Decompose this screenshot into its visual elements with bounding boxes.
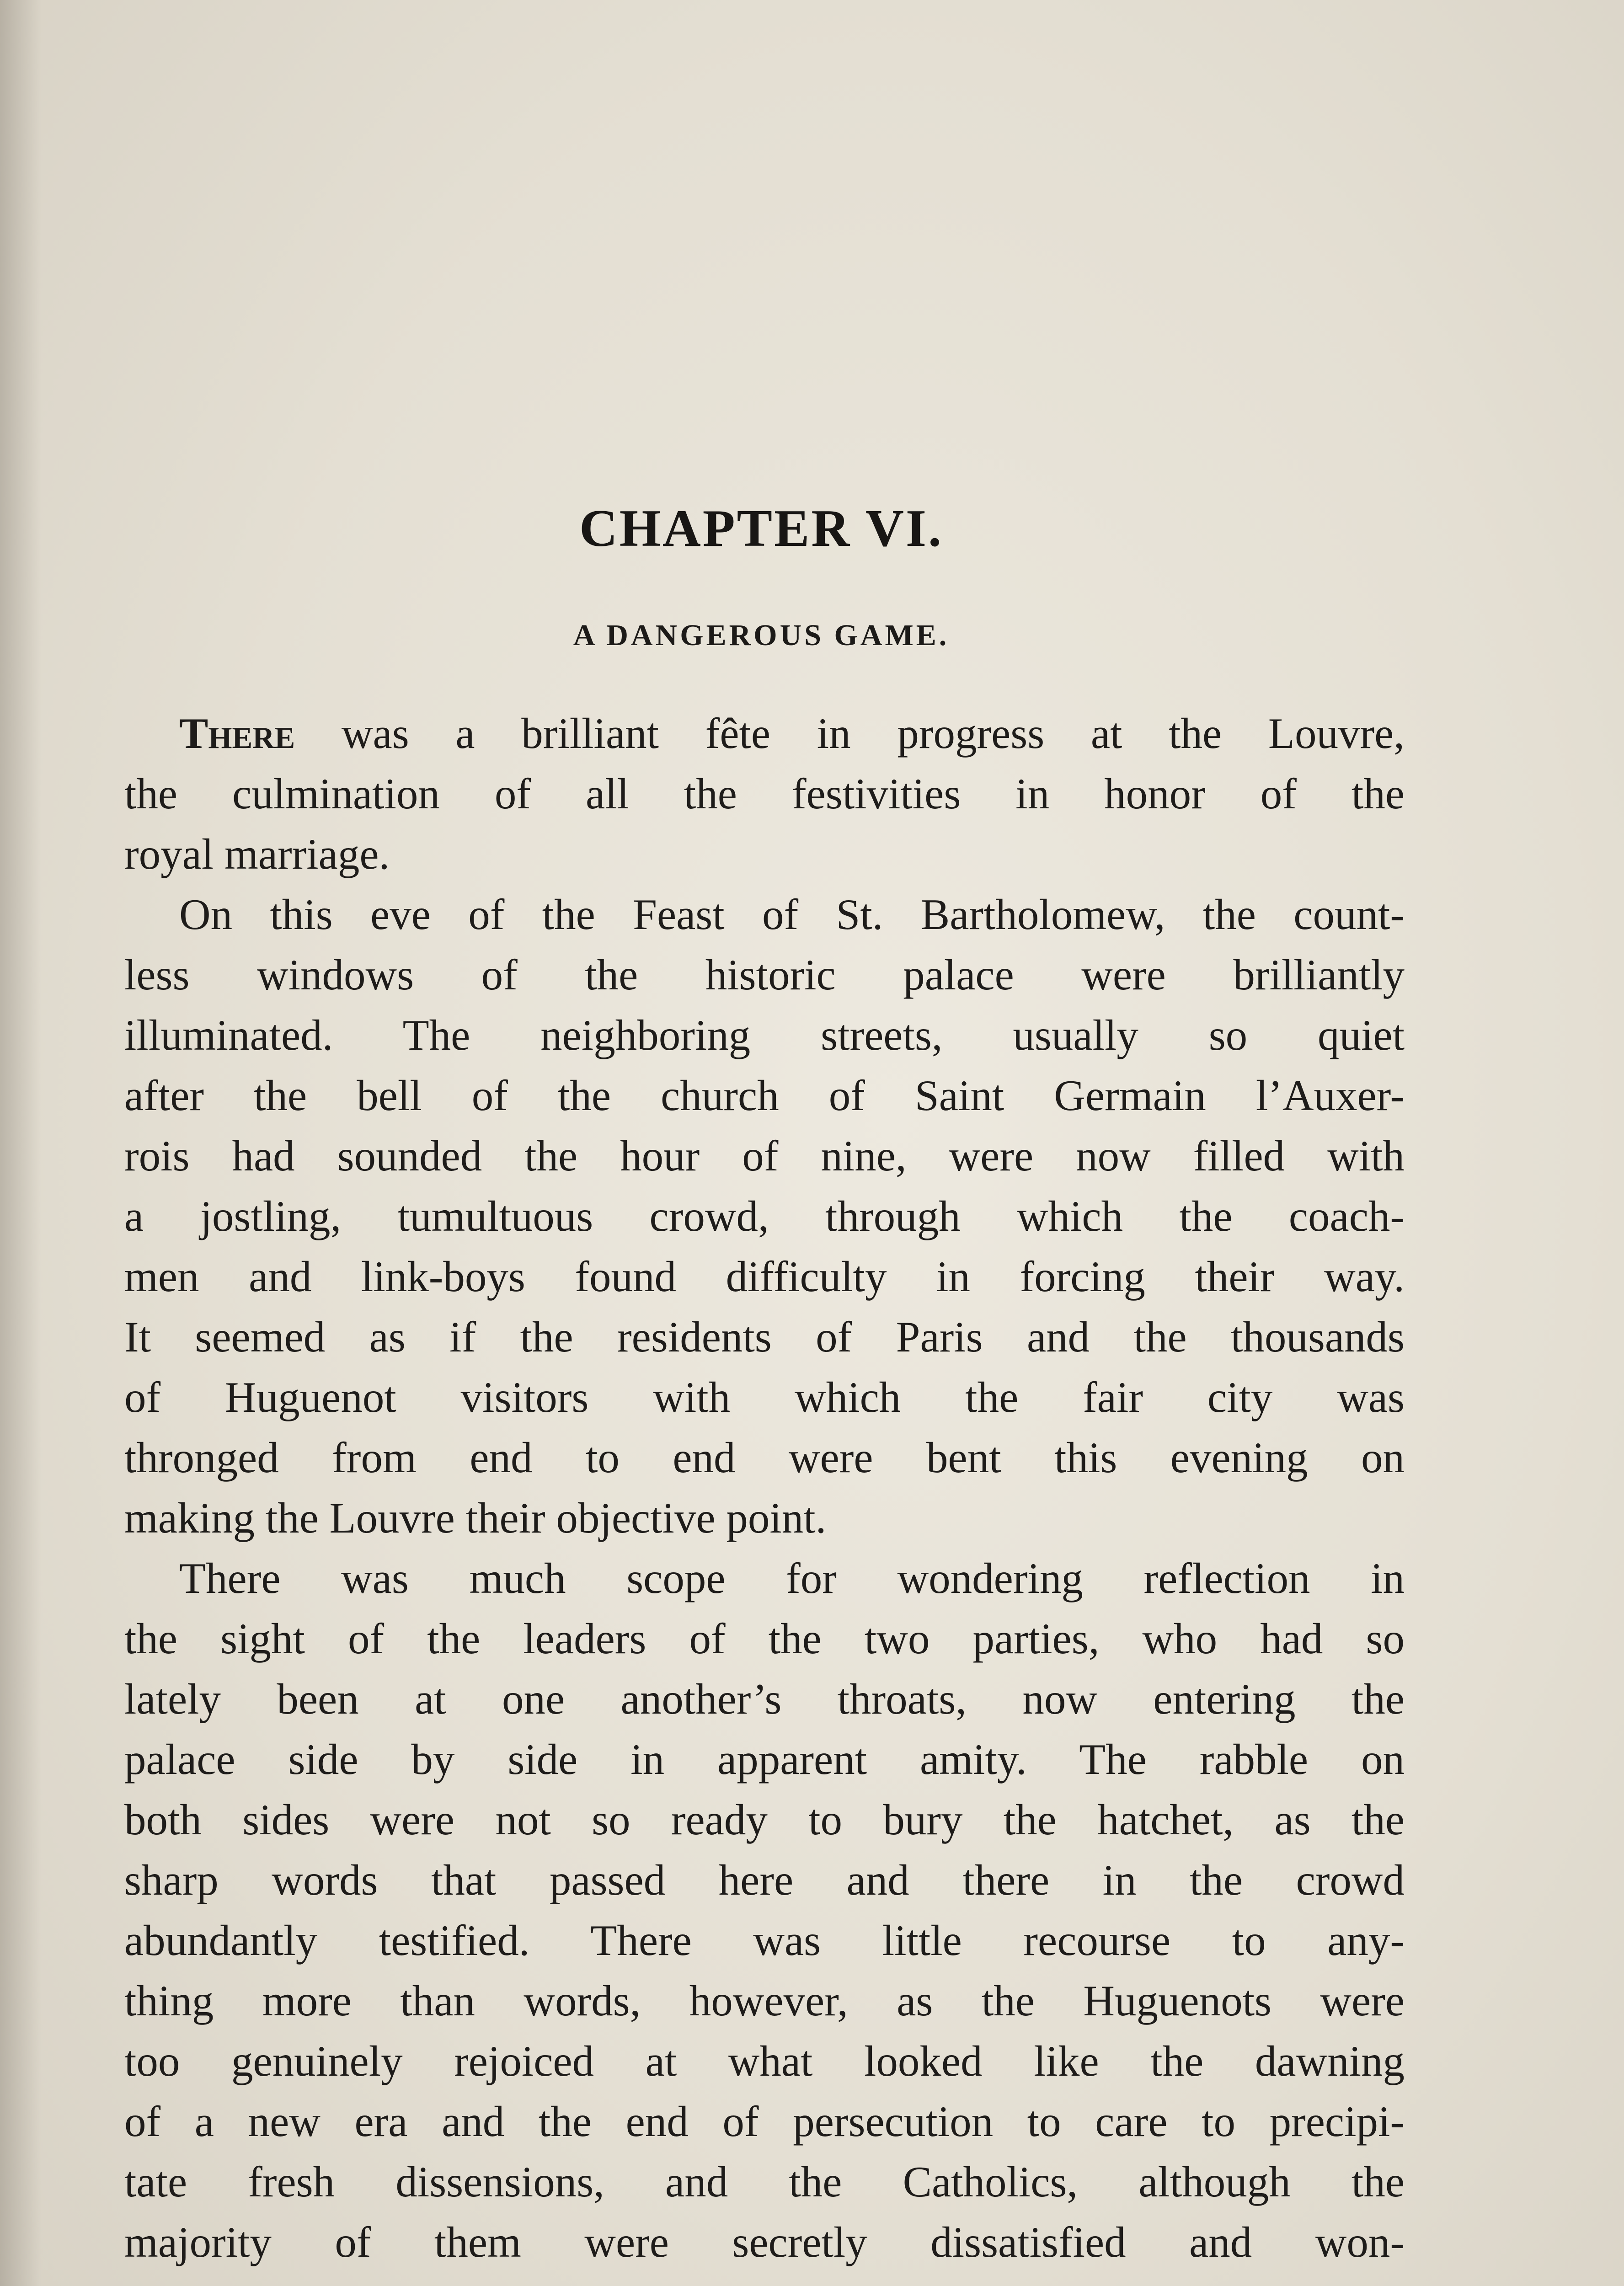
page-edge-shadow xyxy=(0,0,41,2286)
text-line: lately been at one another’s throats, now entering the xyxy=(124,1675,1405,1723)
text-line: palace side by side in apparent amity. The rabble on xyxy=(124,1735,1405,1784)
text-line: tate fresh dissensions, and the Catholics, although the xyxy=(124,2158,1405,2206)
text-line: less windows of the historic palace were brilliantly xyxy=(124,951,1405,999)
text-line: too genuinely rejoiced at what looked like the dawning xyxy=(124,2037,1405,2085)
text-line: royal marriage. xyxy=(124,830,390,878)
text-line: making the Louvre their objective point. xyxy=(124,1494,827,1542)
text-line: illuminated. The neighboring streets, usually so quiet xyxy=(124,1011,1405,1059)
text-line: There was much scope for wondering reflection in xyxy=(179,1554,1405,1602)
text-line: both sides were not so ready to bury the hatchet, as the xyxy=(124,1795,1405,1844)
text-line: On this eve of the Feast of St. Bartholomew, the count- xyxy=(179,890,1405,939)
text-line: sharp words that passed here and there in the crowd xyxy=(124,1856,1405,1904)
text-line: a jostling, tumultuous crowd, through which the coach- xyxy=(124,1192,1405,1240)
chapter-subtitle: A DANGEROUS GAME. xyxy=(573,619,950,652)
body-text xyxy=(124,703,1405,2272)
text-line: majority of them were secretly dissatisfied and won- xyxy=(124,2218,1405,2266)
text-line: men and link-boys found difficulty in forcing their way. xyxy=(124,1252,1405,1301)
text-line: the sight of the leaders of the two parties, who had so xyxy=(124,1614,1405,1663)
text-line: It seemed as if the residents of Paris and the thousands xyxy=(124,1313,1405,1361)
text-line: the culmination of all the festivities in honor of the xyxy=(124,769,1405,818)
text-line: thronged from end to end were bent this evening on xyxy=(124,1433,1405,1482)
lead-word: There xyxy=(179,709,295,758)
chapter-title: CHAPTER VI. xyxy=(579,499,943,558)
text-line: abundantly testified. There was little recourse to any- xyxy=(124,1916,1405,1965)
line-text: was a brilliant fête in progress at the Louvre, xyxy=(295,709,1405,758)
text-line: rois had sounded the hour of nine, were now filled with xyxy=(124,1132,1405,1180)
text-line xyxy=(124,703,1405,764)
text-line: of Huguenot visitors with which the fair city was xyxy=(124,1373,1405,1421)
text-line: after the bell of the church of Saint Germain l’Auxer- xyxy=(124,1071,1405,1120)
text-line: of a new era and the end of persecution to care to precipi- xyxy=(124,2097,1405,2146)
text-line: thing more than words, however, as the Huguenots were xyxy=(124,1976,1405,2025)
